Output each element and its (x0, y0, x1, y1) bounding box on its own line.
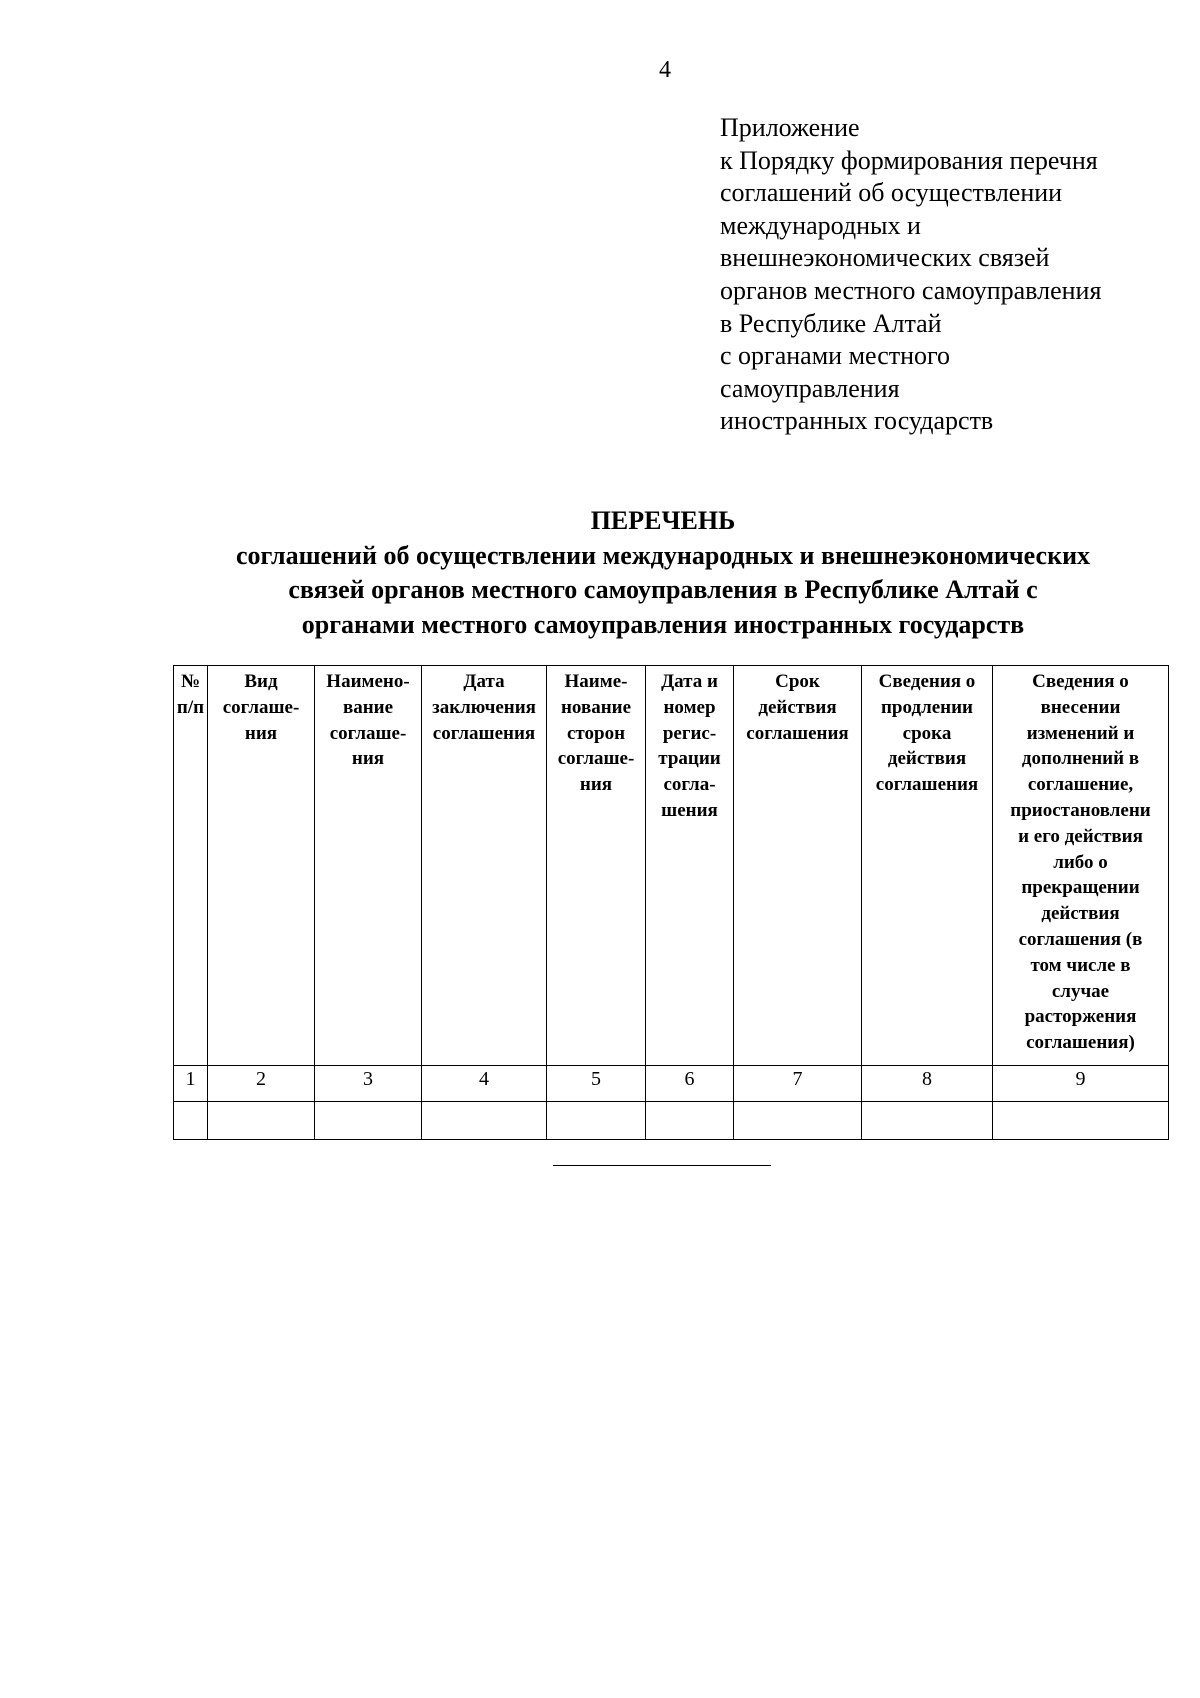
column-number: 2 (208, 1066, 315, 1102)
column-header: Сведения о внесении изменений и дополнений в соглашение, приостановлени и его действия либо о прекращении действия соглашения (в том числе в случае расторжения соглашения) (993, 666, 1169, 1066)
appendix-line: внешнеэкономических связей (720, 243, 1050, 273)
column-header: Дата и номер регис- трации согла- шения (646, 666, 734, 1066)
appendix-block (720, 112, 1190, 438)
column-number: 3 (315, 1066, 422, 1102)
page-number: 4 (659, 57, 671, 83)
column-header: Сведения о продлении срока действия соглашения (862, 666, 993, 1066)
title-line: соглашений об осуществлении международных и внешнеэкономических (235, 540, 1091, 570)
appendix-line: иностранных государств (720, 406, 994, 436)
column-number-row (174, 1066, 1169, 1102)
table-cell (208, 1102, 315, 1140)
end-divider (553, 1165, 771, 1166)
column-number: 6 (646, 1066, 734, 1102)
column-number: 1 (174, 1066, 208, 1102)
appendix-line: самоуправления (720, 373, 900, 403)
document-title (150, 504, 1176, 642)
appendix-line: в Республике Алтай (720, 308, 942, 338)
table-cell (547, 1102, 646, 1140)
table-cell (174, 1102, 208, 1140)
column-number: 9 (993, 1066, 1169, 1102)
table-cell (422, 1102, 547, 1140)
title-line: органами местного самоуправления иностранных государств (301, 609, 1025, 639)
column-header: Срок действия соглашения (734, 666, 862, 1066)
table-cell (993, 1102, 1169, 1140)
table-cell (862, 1102, 993, 1140)
table-row (174, 1102, 1169, 1140)
column-header: № п/п (174, 666, 208, 1066)
appendix-line: с органами местного (720, 341, 951, 371)
column-number: 8 (862, 1066, 993, 1102)
column-header: Наимено- вание соглаше- ния (315, 666, 422, 1066)
appendix-line: к Порядку формирования перечня (720, 145, 1098, 175)
column-header: Вид соглаше- ния (208, 666, 315, 1066)
column-header: Наиме- нование сторон соглаше- ния (547, 666, 646, 1066)
table-cell (315, 1102, 422, 1140)
appendix-line: органов местного самоуправления (720, 275, 1102, 305)
appendix-line: соглашений об осуществлении (720, 178, 1063, 208)
table-cell (646, 1102, 734, 1140)
column-number: 4 (422, 1066, 547, 1102)
table-cell (734, 1102, 862, 1140)
table-header-row (174, 666, 1169, 1066)
column-number: 7 (734, 1066, 862, 1102)
column-header: Дата заключения соглашения (422, 666, 547, 1066)
title-line: связей органов местного самоуправления в Республике Алтай с (288, 575, 1038, 604)
appendix-line: международных и (720, 210, 921, 240)
column-number: 5 (547, 1066, 646, 1102)
title-heading: ПЕРЕЧЕНЬ (590, 506, 736, 535)
appendix-line: Приложение (720, 113, 860, 142)
agreements-table (173, 665, 1169, 1140)
